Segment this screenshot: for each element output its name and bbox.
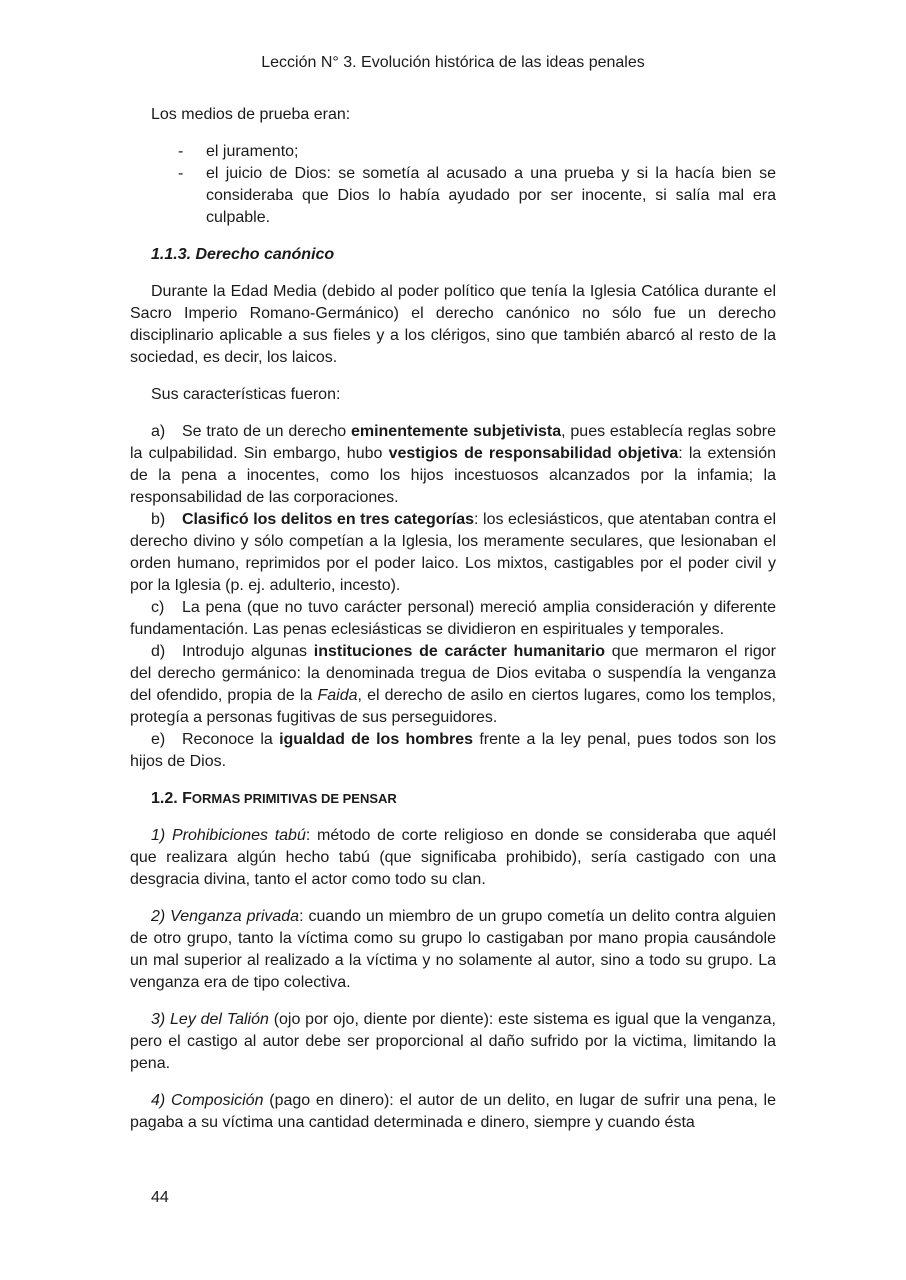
primitive-form-talion: 3) Ley del Talión (ojo por ojo, diente por diente): este sistema es igual que la venganza, pero el castigo al autor debe ser proporcional al daño sufrido por la victima, limitando la pena.: [130, 1011, 777, 1072]
characteristic-c: c) La pena (que no tuvo carácter personal) mereció amplia consideración y diferente fundamentación. Las penas eclesiásticas se dividieron en espirituales y temporales.: [130, 599, 776, 638]
characteristics-intro: Sus características fueron:: [151, 386, 341, 403]
list-item: - el juramento;: [206, 141, 776, 163]
characteristic-b: b) Clasificó los delitos en tres categorías: los eclesiásticos, que atentaban contra el derecho divino y sólo competían a la Iglesia, los meramente seculares, que lesionaban el orden humano, reprimidos por el poder laico. Los mixtos, castigables por el poder civil y por la Iglesia (p. ej. adulterio, incesto).: [130, 511, 777, 594]
page-number: 44: [151, 1189, 169, 1206]
characteristic-e: e) Reconoce la igualdad de los hombres frente a la ley penal, pues todos son los hijos de Dios.: [130, 731, 777, 770]
dash-bullet: -: [178, 165, 184, 182]
primitive-form-composition: 4) Composición (pago en dinero): el autor de un delito, en lugar de sufrir una pena, le pagaba a su víctima una cantidad determinada e dinero, siempre y cuando ésta: [130, 1092, 777, 1131]
primitive-form-taboo: 1) Prohibiciones tabú: método de corte religioso en donde se consideraba que aquél que realizara algún hecho tabú (que significaba prohibido), sería castigado con una desgracia divina, tanto el actor como todo su clan.: [130, 827, 777, 888]
characteristic-a: a) Se trato de un derecho eminentemente subjetivista, pues establecía reglas sobre la culpabilidad. Sin embargo, hubo vestigios de responsabilidad objetiva: la extensión de la pena a inocentes, como los hijos incestuosos alcanzados por la infamia; la responsabilidad de las corporaciones.: [130, 423, 776, 506]
primitive-form-private-revenge: 2) Venganza privada: cuando un miembro de un grupo cometía un delito contra alguien de otro grupo, tanto la víctima como su grupo lo castigaban por mano propia causándole un mal superior al realizado a la víctima y no solamente al autor, sino a todo su grupo. La venganza era de tipo colectiva.: [130, 908, 777, 991]
list-item: - el juicio de Dios: se sometía al acusado a una prueba y si la hacía bien se consideraba que Dios lo había ayudado por ser inocente, si salía mal era culpable.: [178, 165, 776, 226]
proof-intro: Los medios de prueba eran:: [151, 106, 351, 123]
page-body: [130, 104, 776, 1134]
page-header: Lección N° 3. Evolución histórica de las ideas penales: [261, 54, 645, 71]
proof-list: [130, 141, 776, 229]
characteristic-d: d) Introdujo algunas instituciones de carácter humanitario que mermaron el rigor del derecho germánico: la denominada tregua de Dios evitaba o suspendía la venganza del ofendido, propia de la Faida, el derecho de asilo en ciertos lugares, como los templos, protegía a personas fugitivas de sus perseguidores.: [130, 643, 777, 726]
dash-bullet: -: [178, 143, 184, 160]
section-heading-canon-law: 1.1.3. Derecho canónico: [151, 246, 335, 263]
section-heading-primitive-forms: 1.2. FORMAS PRIMITIVAS DE PENSAR: [151, 790, 397, 807]
canon-law-paragraph: Durante la Edad Media (debido al poder político que tenía la Iglesia Católica durante el Sacro Imperio Romano-Germánico) el derecho canónico no sólo fue un derecho disciplinario aplicable a sus fieles y a los clérigos, sino que también abarcó al resto de la sociedad, es decir, los laicos.: [130, 283, 776, 366]
